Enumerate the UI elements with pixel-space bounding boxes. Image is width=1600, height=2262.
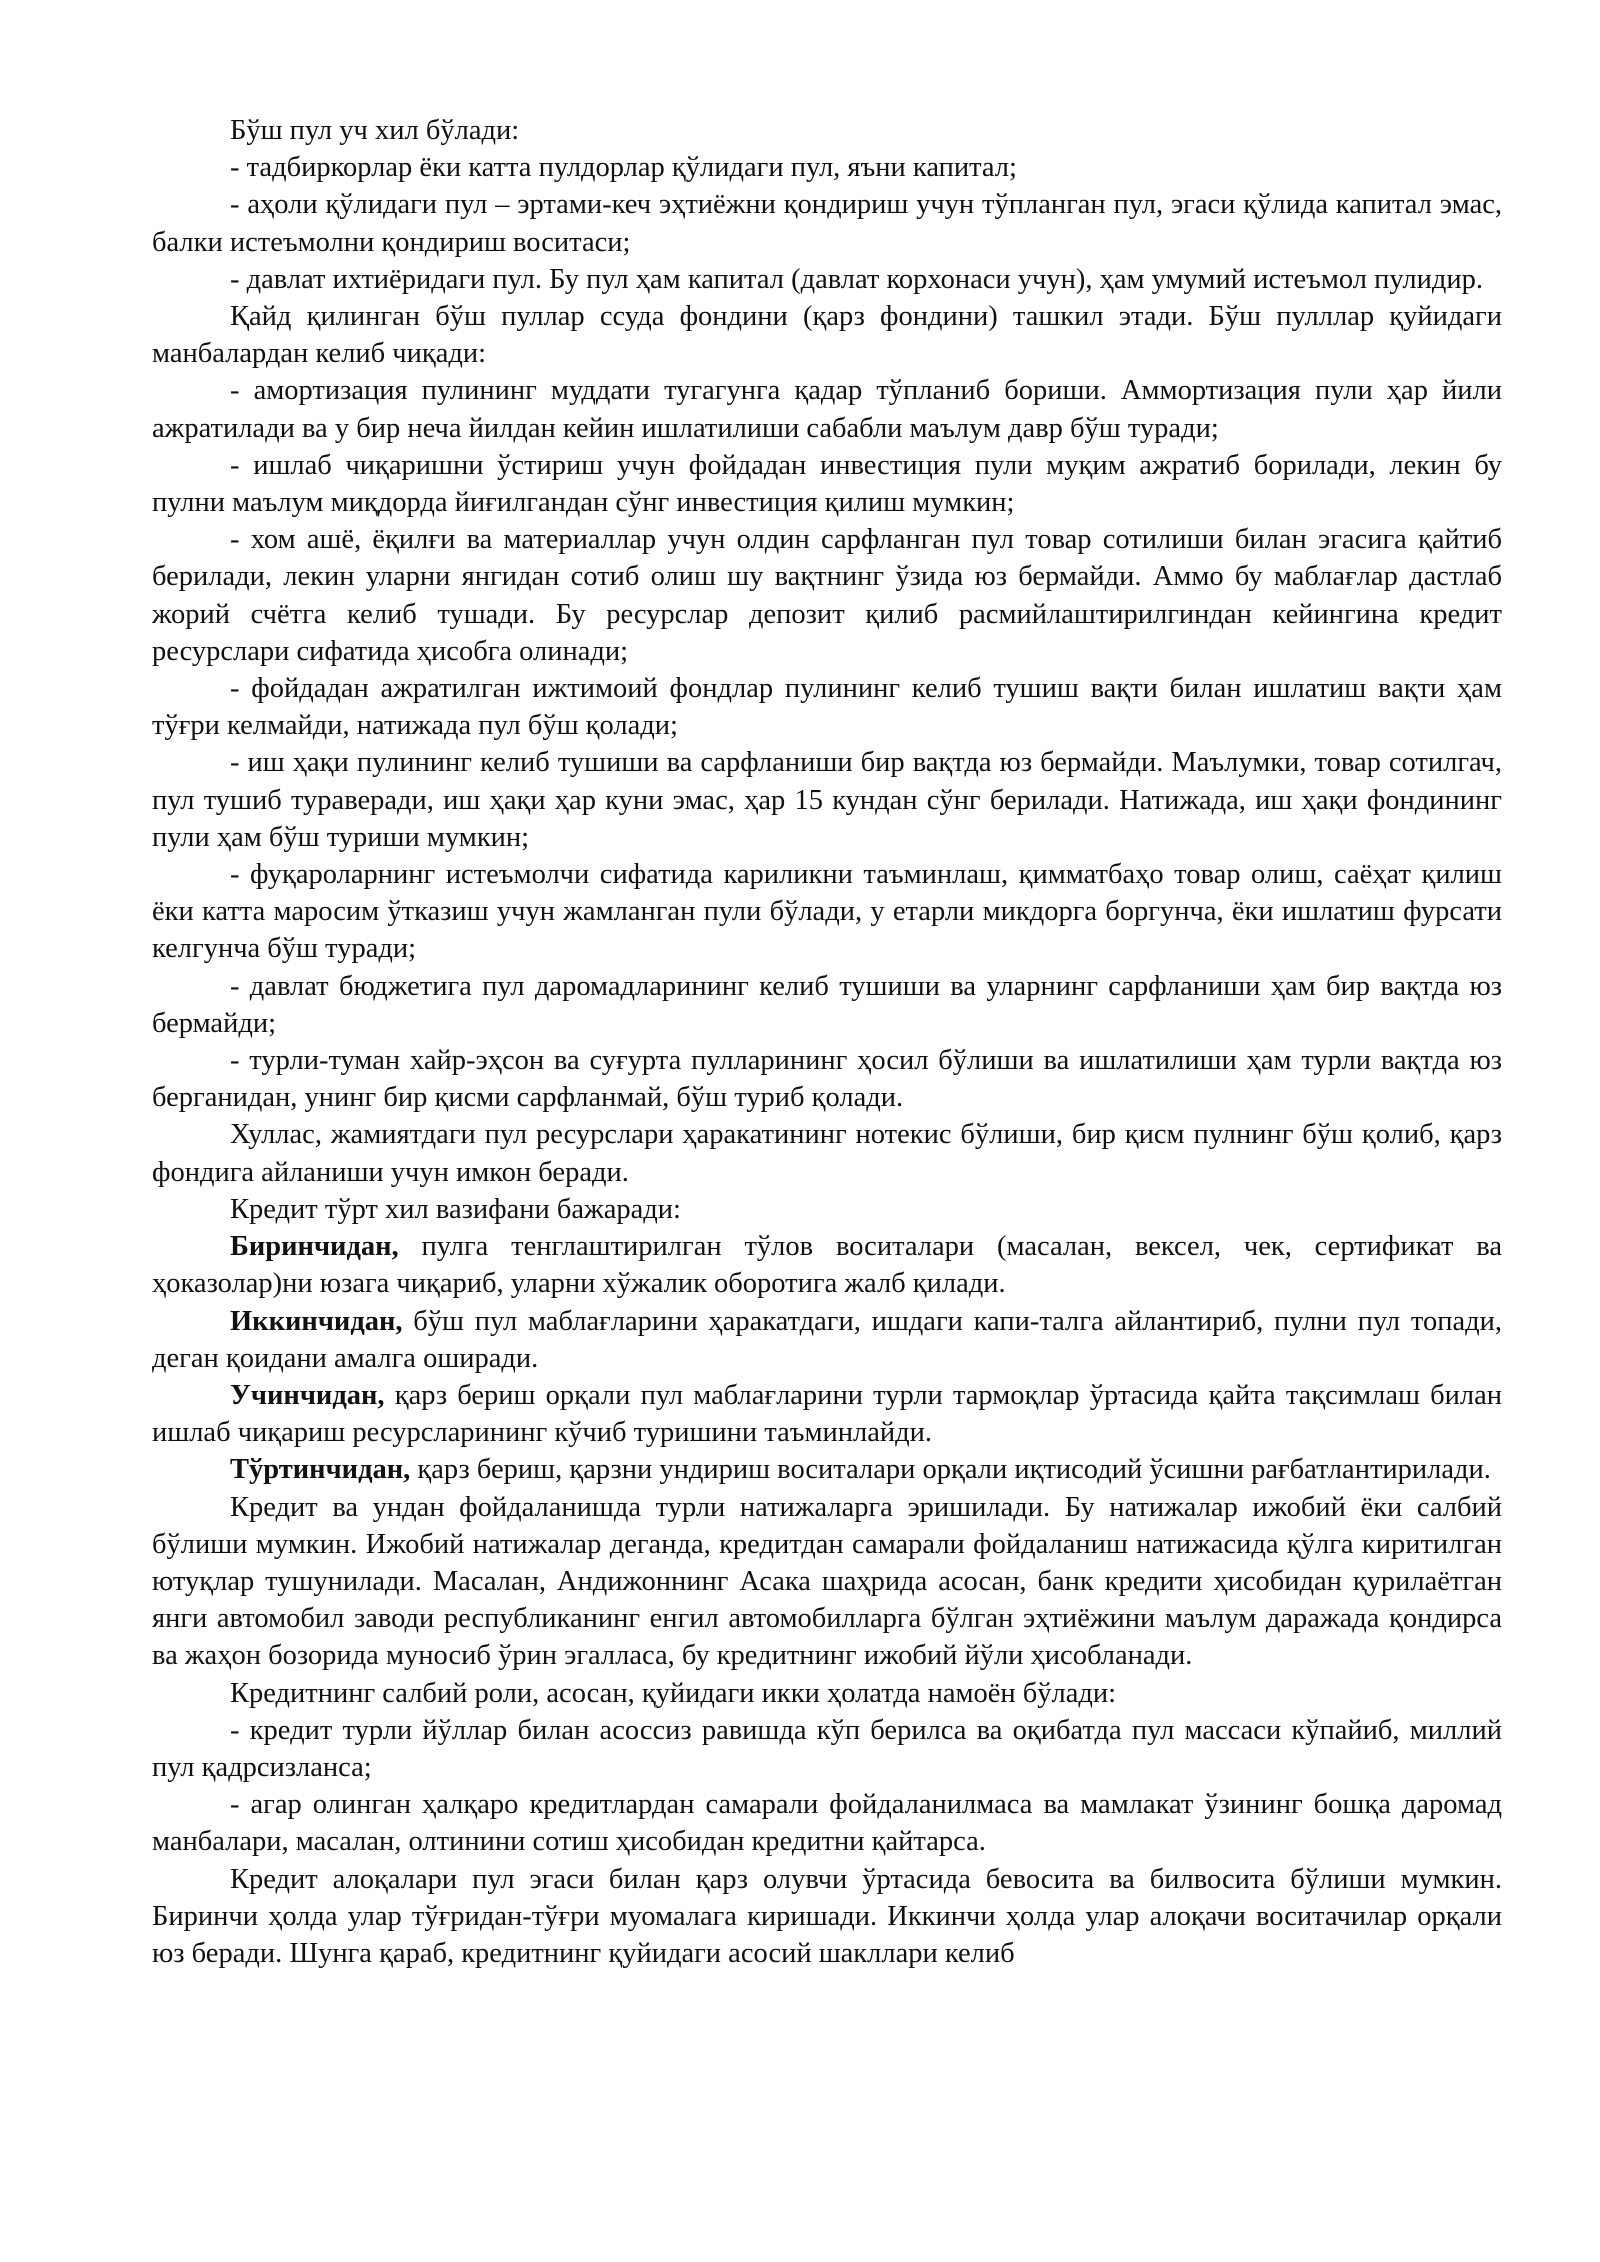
document-page xyxy=(152,112,1502,1972)
list-item xyxy=(152,186,1502,260)
paragraph-text: Кредитнинг салбий роли, асосан, қуйидаги икки ҳолатда намоён бўлади: xyxy=(230,1677,1117,1709)
list-item xyxy=(152,856,1502,968)
function-paragraph xyxy=(152,1377,1502,1451)
paragraph-text: қарз бериш, қарзни ундириш воситалари орқали иқтисодий ўсишни рағбатлантирилади. xyxy=(410,1454,1491,1486)
paragraph-text: Кредит тўрт хил вазифани бажаради: xyxy=(230,1193,681,1225)
paragraph-text: Хуллас, жамиятдаги пул ресурслари ҳаракатининг нотекис бўлиши, бир қисм пулнинг бўш қолиб, қарз фондига айланиши учун имкон беради. xyxy=(152,1119,1502,1188)
function-paragraph xyxy=(152,1303,1502,1377)
paragraph-text: - кредит турли йўллар билан асоссиз равишда кўп берилса ва оқибатда пул массаси кўпайиб, миллий пул қадрсизланса; xyxy=(152,1714,1502,1783)
paragraph-lead: Биринчидан, xyxy=(230,1231,399,1263)
paragraph-text: - тадбиркорлар ёки катта пулдорлар қўлидаги пул, яъни капитал; xyxy=(230,152,1017,184)
paragraph-text: Кредит алоқалари пул эгаси билан қарз олувчи ўртасида бевосита ва билвосита бўлиши мумкин. Биринчи ҳолда улар тўғридан-тўғри муомалага киришади. Иккинчи ҳолда улар алоқачи воситачилар орқали юз беради. Шунга қараб, кредитнинг қуйидаги асосий шакллари келиб xyxy=(152,1863,1502,1969)
list-item xyxy=(152,261,1502,298)
paragraph-lead: Иккинчидан, xyxy=(230,1305,403,1337)
paragraph xyxy=(152,1191,1502,1228)
list-item xyxy=(152,1042,1502,1116)
paragraph-text: - турли-туман хайр-эҳсон ва суғурта пулларининг ҳосил бўлиши ва ишлатилиши ҳам турли вақтда юз берганидан, унинг бир қисми сарфланмай, бўш туриб қолади. xyxy=(152,1045,1502,1114)
paragraph-text: Бўш пул уч хил бўлади: xyxy=(230,115,520,146)
paragraph xyxy=(152,1489,1502,1675)
list-item xyxy=(152,372,1502,446)
list-item xyxy=(152,447,1502,521)
paragraph-text: - фойдадан ажратилган ижтимоий фондлар пулининг келиб тушиш вақти билан ишлатиш вақти ҳам тўғри келмайди, натижада пул бўш қолади; xyxy=(152,673,1502,742)
paragraph-text: қарз бериш орқали пул маблағларини турли тармоқлар ўртасида қайта тақсимлаш билан ишлаб чиқариш ресурсларининг кўчиб туришини таъминлайди. xyxy=(152,1379,1502,1449)
list-item xyxy=(152,1786,1502,1860)
list-item xyxy=(152,744,1502,856)
paragraph-text: - агар олинган ҳалқаро кредитлардан самарали фойдаланилмаса ва мамлакат ўзининг бошқа даромад манбалари, масалан, олтинини сотиш ҳисобидан кредитни қайтарса. xyxy=(152,1789,1502,1858)
paragraph-text: - давлат бюджетига пул даромадларининг келиб тушиши ва уларнинг сарфланиши ҳам бир вақтда юз бермайди; xyxy=(152,970,1502,1039)
paragraph xyxy=(152,112,1502,149)
function-paragraph xyxy=(152,1228,1502,1302)
paragraph-text: - амортизация пулининг муддати тугагунга қадар тўпланиб бориши. Аммортизация пули ҳар йили ажратилади ва у бир неча йилдан кейин ишлатилиши сабабли маълум давр бўш туради; xyxy=(152,375,1502,444)
function-paragraph xyxy=(152,1451,1502,1488)
paragraph-text: Қайд қилинган бўш пуллар ссуда фондини (қарз фондини) ташкил этади. Бўш пулллар қуйидаги манбалардан келиб чиқади: xyxy=(152,301,1502,370)
paragraph-text: - давлат ихтиёридаги пул. Бу пул ҳам капитал (давлат корхонаси учун), ҳам умумий истеъмол пулидир. xyxy=(230,263,1483,295)
paragraph xyxy=(152,1861,1502,1973)
list-item xyxy=(152,968,1502,1042)
paragraph-text: бўш пул маблағларини ҳаракатдаги, ишдаги капи-талга айлантириб, пулни пул топади, деган қоидани амалга оширади. xyxy=(152,1305,1502,1374)
paragraph-text: пулга тенглаштирилган тўлов воситалари (масалан, вексел, чек, сертификат ва ҳоказолар)ни юзага чиқариб, уларни хўжалик оборотига жалб қилади. xyxy=(152,1231,1502,1300)
paragraph xyxy=(152,298,1502,372)
list-item xyxy=(152,1712,1502,1786)
list-item xyxy=(152,521,1502,670)
paragraph-text: - хом ашё, ёқилғи ва материаллар учун олдин сарфланган пул товар сотилиши билан эгасига қайтиб берилади, лекин уларни янгидан сотиб олиш шу вақтнинг ўзида юз бермайди. Аммо бу маблағлар дастлаб жорий счётга келиб тушади. Бу ресурслар депозит қилиб расмийлаштирилгиндан кейингина кредит ресурслари сифатида ҳисобга олинади; xyxy=(152,524,1502,667)
paragraph-lead: Тўртинчидан, xyxy=(230,1454,411,1486)
paragraph-text: - ишлаб чиқаришни ўстириш учун фойдадан инвестиция пули муқим ажратиб борилади, лекин бу пулни маълум миқдорда йиғилгандан сўнг инвестиция қилиш мумкин; xyxy=(152,449,1502,519)
list-item xyxy=(152,670,1502,744)
paragraph-text: - аҳоли қўлидаги пул – эртами-кеч эҳтиёжни қондириш учун тўпланган пул, эгаси қўлида капитал эмас, балки истеъмолни қондириш воситаси; xyxy=(152,189,1502,258)
paragraph xyxy=(152,1116,1502,1190)
list-item xyxy=(152,149,1502,186)
paragraph xyxy=(152,1675,1502,1712)
paragraph-text: - фуқароларнинг истеъмолчи сифатида кариликни таъминлаш, қимматбаҳо товар олиш, саёҳат қилиш ёки катта маросим ўтказиш учун жамланган пули бўлади, у етарли микдорга боргунча, ёки ишлатиш фурсати келгунча бўш туради; xyxy=(152,859,1502,965)
paragraph-text: Кредит ва ундан фойдаланишда турли натижаларга эришилади. Бу натижалар ижобий ёки салбий бўлиши мумкин. Ижобий натижалар деганда, кредитдан самарали фойдаланиш натижасида қўлга киритилган ютуқлар тушунилади. Масалан, Андижоннинг Асака шаҳрида асосан, банк кредити ҳисобидан қурилаётган янги автомобил заводи республиканинг енгил автомобилларга бўлган эҳтиёжини маълум даражада қондирса ва жаҳон бозорида муносиб ўрин эгалласа, бу кредитнинг ижобий йўли ҳисобланади. xyxy=(152,1491,1502,1672)
paragraph-lead: Учинчидан, xyxy=(230,1379,385,1411)
paragraph-text: - иш ҳақи пулининг келиб тушиши ва сарфланиши бир вақтда юз бермайди. Маълумки, товар сотилгач, пул тушиб тураверади, иш ҳақи ҳар куни эмас, ҳар 15 кундан сўнг берилади. Натижада, иш ҳақи фондининг пули ҳам бўш туриши мумкин; xyxy=(152,747,1502,853)
